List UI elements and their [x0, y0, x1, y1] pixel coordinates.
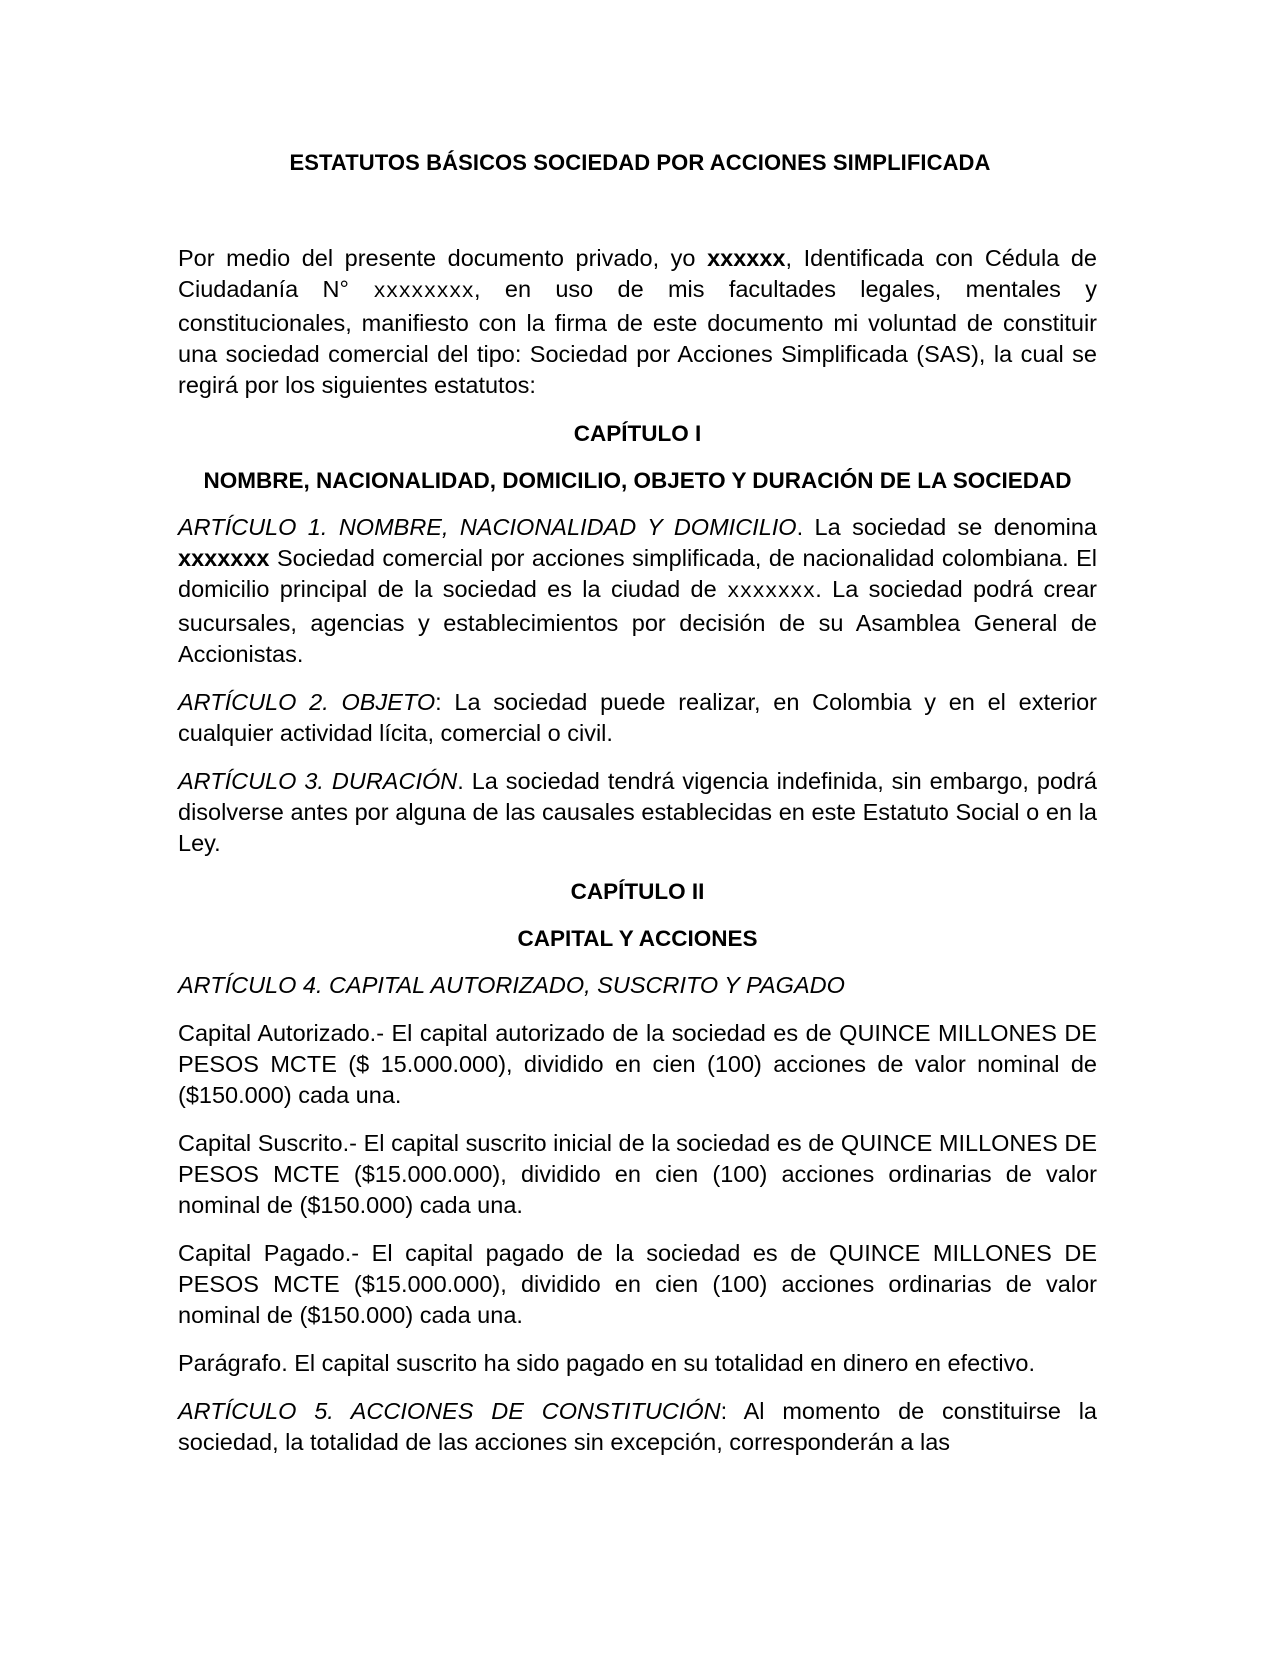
- intro-name-placeholder: xxxxxx: [707, 245, 786, 271]
- intro-text-3: , en uso de mis facultades legales, mentales y constitucionales, manifiesto con la firma de este documento mi voluntad de constituir una sociedad comercial del tipo: Sociedad por Acciones Simplificada (SAS), la cual se regirá por los siguientes estatutos:: [178, 276, 1097, 398]
- article-2-text: : La sociedad puede realizar, en Colombia y en el exterior cualquier actividad lícita, comercial o civil.: [178, 689, 1098, 746]
- article-1-name-placeholder: xxxxxxx: [178, 545, 270, 571]
- article-1-city-placeholder: xxxxxxx: [727, 581, 816, 604]
- document-title: ESTATUTOS BÁSICOS SOCIEDAD POR ACCIONES SIMPLIFICADA: [289, 150, 991, 175]
- article-1-text-1: . La sociedad se denomina: [796, 514, 1097, 540]
- chapter-2-heading: CAPITAL Y ACCIONES: [517, 926, 758, 951]
- article-4-heading: [178, 970, 1097, 1001]
- article-5-text: : Al momento de constituirse la sociedad, la totalidad de las acciones sin excepción, corresponderán a las: [178, 1398, 1097, 1455]
- article-5: [178, 1396, 1097, 1458]
- article-1-label: ARTÍCULO 1. NOMBRE, NACIONALIDAD Y DOMICILIO: [178, 514, 797, 540]
- article-4-label: ARTÍCULO 4. CAPITAL AUTORIZADO, SUSCRITO Y PAGADO: [178, 972, 845, 998]
- intro-text-1: Por medio del presente documento privado, yo: [178, 245, 708, 271]
- capital-paid-paragraph: Capital Pagado.- El capital pagado de la sociedad es de QUINCE MILLONES DE PESOS MCTE ($15.000.000), dividido en cien (100) acciones ordinarias de valor nominal de ($150.000) cada una.: [178, 1240, 1097, 1328]
- document-body: [178, 243, 1097, 1475]
- article-5-label: ARTÍCULO 5. ACCIONES DE CONSTITUCIÓN: [178, 1398, 721, 1424]
- intro-id-placeholder: xxxxxxxx: [373, 281, 475, 304]
- article-3: [178, 766, 1097, 859]
- article-2-label: ARTÍCULO 2. OBJETO: [178, 689, 436, 715]
- article-1-text-3: . La sociedad podrá crear sucursales, agencias y establecimientos por decisión de su Asamblea General de Accionistas.: [178, 576, 1098, 667]
- chapter-1-number: CAPÍTULO I: [573, 421, 702, 446]
- chapter-2-number: CAPÍTULO II: [570, 879, 705, 904]
- capital-subscribed-paragraph: Capital Suscrito.- El capital suscrito inicial de la sociedad es de QUINCE MILLONES DE PESOS MCTE ($15.000.000), dividido en cien (100) acciones ordinarias de valor nominal de ($150.000) cada una.: [178, 1130, 1097, 1218]
- chapter-1-heading: NOMBRE, NACIONALIDAD, DOMICILIO, OBJETO Y DURACIÓN DE LA SOCIEDAD: [203, 468, 1072, 493]
- article-3-text: . La sociedad tendrá vigencia indefinida, sin embargo, podrá disolverse antes por alguna de las causales establecidas en este Estatuto Social o en la Ley.: [178, 768, 1097, 856]
- intro-text-2: , Identificada con Cédula de Ciudadanía N°: [178, 245, 1097, 302]
- article-2: [178, 687, 1097, 749]
- capital-paragraph-note: Parágrafo. El capital suscrito ha sido pagado en su totalidad en dinero en efectivo.: [178, 1350, 1035, 1376]
- capital-authorized-paragraph: Capital Autorizado.- El capital autorizado de la sociedad es de QUINCE MILLONES DE PESOS MCTE ($ 15.000.000), dividido en cien (100) acciones de valor nominal de ($150.000) cada una.: [178, 1020, 1097, 1108]
- article-1-text-2: Sociedad comercial por acciones simplificada, de nacionalidad colombiana. El domicilio principal de la sociedad es la ciudad de: [178, 545, 1097, 602]
- article-1: [178, 512, 1097, 670]
- intro-paragraph: [178, 243, 1097, 401]
- article-3-label: ARTÍCULO 3. DURACIÓN: [178, 768, 458, 794]
